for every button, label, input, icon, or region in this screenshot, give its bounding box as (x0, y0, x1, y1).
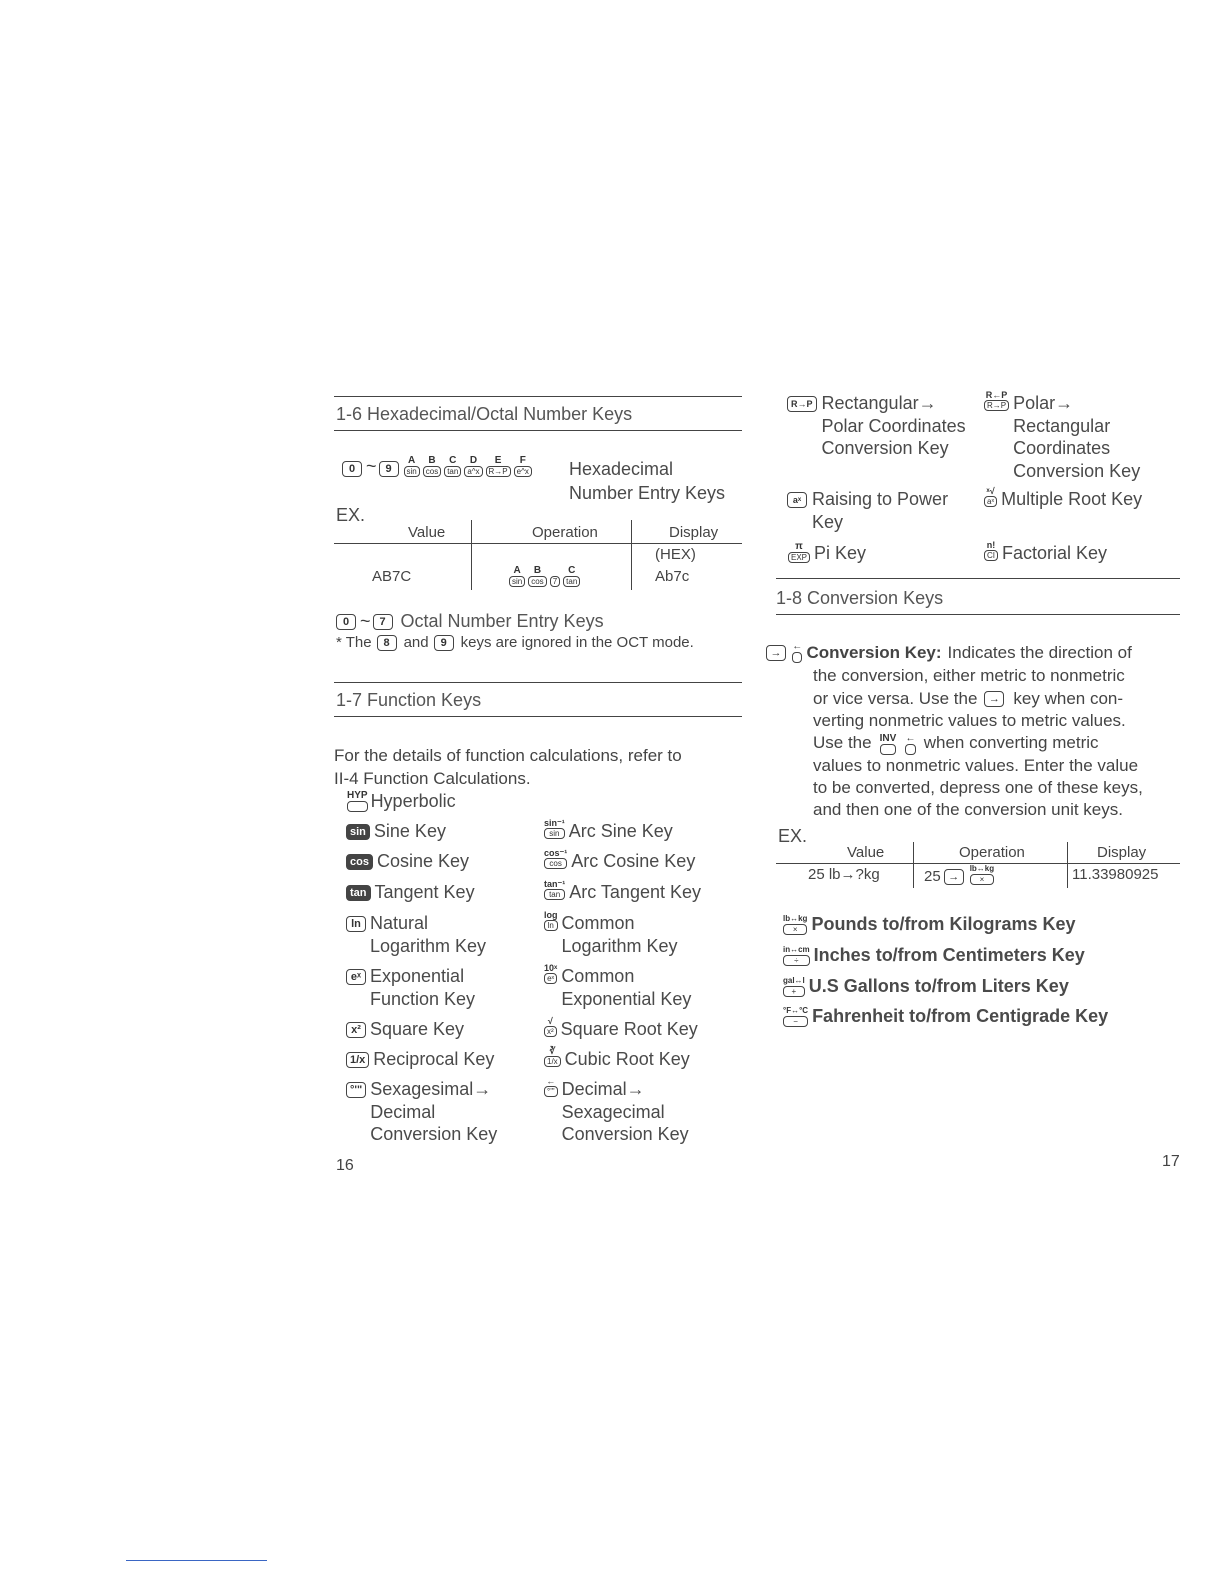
arrow-key: → (766, 645, 786, 661)
operation-key-1-top: B (533, 565, 542, 576)
inverse-function-key-bottom: tan (544, 889, 565, 900)
inverse-arrow-top: ← (905, 732, 916, 744)
inverse-function-key-bottom: °'" (544, 1086, 558, 1097)
octal-desc: Octal Number Entry Keys (400, 611, 604, 631)
function-key-label-line: Sexagesimal→ (370, 1079, 492, 1099)
inverse-function-key-top: √ (547, 1016, 553, 1026)
inverse-function-key-label (569, 820, 673, 843)
function-key-label (377, 850, 469, 873)
inv-key (880, 734, 897, 755)
function-key-3: ln (346, 916, 366, 932)
hex-letter-keys (403, 456, 533, 477)
table-operation (924, 864, 995, 885)
inverse-coordinate-key-label-line: Rectangular (1013, 415, 1111, 436)
unit-key-bottom: × (783, 924, 807, 935)
table-display-mode: (HEX) (655, 546, 696, 563)
unit-key-bottom: + (783, 986, 805, 997)
coordinate-key-label (814, 542, 866, 565)
key-9: 9 (379, 461, 399, 477)
inverse-coordinate-key-label-line: Polar→ (1013, 393, 1074, 413)
hex-key-a (404, 456, 420, 477)
function-key-item (346, 1018, 464, 1041)
note-suffix: keys are ignored in the OCT mode. (460, 634, 694, 651)
inverse-coordinate-key-top: R←P (985, 390, 1008, 400)
key-9: 9 (434, 635, 454, 651)
table-header-value: Value (847, 844, 885, 861)
inverse-function-key-top: tan⁻¹ (544, 879, 566, 889)
unit-key-bottom: − (783, 1016, 808, 1027)
coordinate-key-item (787, 542, 866, 565)
inverse-function-key-top: ← (546, 1076, 556, 1086)
hyperbolic-row (346, 790, 456, 812)
inverse-function-key-4 (544, 963, 557, 984)
inverse-function-key-label-line: Arc Cosine Key (571, 851, 696, 871)
arrow-key: → (944, 869, 964, 885)
hex-key-d (464, 456, 482, 477)
function-key-label-line: Cosine Key (376, 851, 470, 871)
function-key-1: cos (346, 854, 373, 870)
hex-key-c-top: C (449, 455, 457, 466)
inverse-function-key-0 (544, 818, 565, 839)
inverse-function-key-label-line: Exponential Key (561, 988, 692, 1009)
function-key-label-line: Sine Key (373, 821, 446, 841)
inverse-coordinate-key-item (983, 390, 1140, 482)
unit-key-item (782, 976, 1069, 997)
hex-key-e-bottom: R→P (486, 466, 511, 477)
function-key-label-line: Decimal (370, 1101, 436, 1122)
inverse-function-key-label (562, 1078, 689, 1146)
inverse-function-key-item (543, 1046, 690, 1071)
conversion-line-3: key when con- (1013, 689, 1124, 708)
inverse-coordinate-key-0 (984, 390, 1009, 411)
function-key-5: x² (346, 1022, 366, 1038)
inverse-function-key-bottom: cos (544, 858, 567, 869)
inverse-coordinate-key-item (983, 540, 1107, 565)
operation-key-2-bottom: 7 (550, 576, 560, 587)
inverse-function-key-item (543, 1076, 689, 1146)
lb-kg-key (970, 864, 994, 885)
operation-key-2 (550, 576, 560, 587)
inverse-function-key-label-line: Cubic Root Key (564, 1049, 690, 1069)
key-7: 7 (373, 614, 393, 630)
function-key-label (375, 881, 475, 904)
inverse-function-key-top: sin⁻¹ (544, 818, 565, 828)
unit-key-1 (783, 945, 810, 966)
table-header-display: Display (669, 524, 719, 541)
function-key-label-line: Logarithm Key (370, 935, 487, 956)
function-key-label (370, 1078, 497, 1146)
octal-keys-row (336, 611, 604, 632)
page-number-right: 17 (1162, 1153, 1180, 1170)
coordinate-key-label (822, 392, 966, 460)
table-header-operation: Operation (959, 844, 1025, 861)
hyp-key-top: HYP (347, 790, 368, 801)
hex-key-d-top: D (469, 455, 478, 466)
table-header-operation: Operation (532, 524, 598, 541)
inverse-function-key-6 (544, 1046, 561, 1067)
function-key-item (346, 850, 469, 873)
inverse-arrow-top: ← (792, 641, 803, 652)
inverse-coordinate-key-label (1013, 392, 1140, 482)
lb-kg-key-top: lb↔kg (969, 864, 995, 873)
function-key-7: °'" (346, 1082, 366, 1098)
inverse-coordinate-key-bottom: CI (984, 550, 998, 561)
inverse-function-key-bottom: sin (544, 828, 565, 839)
section-title-function-keys: 1-7 Function Keys (336, 690, 482, 710)
unit-key-top: in↔cm (783, 945, 810, 954)
inverse-function-key-label (571, 850, 695, 873)
coordinate-key-1: aˣ (787, 492, 807, 508)
inverse-function-key-label-line: Square Root Key (560, 1019, 698, 1039)
hex-key-e (486, 456, 511, 477)
hex-key-f-bottom: e^x (514, 466, 532, 477)
function-key-2: tan (346, 885, 371, 901)
key-0: 0 (336, 614, 356, 630)
coordinate-key-label-line: Conversion Key (821, 438, 949, 458)
inverse-arrow-bottom (792, 652, 802, 663)
coordinate-key-label-line: Pi Key (814, 543, 867, 563)
inverse-coordinate-key-label (1001, 488, 1142, 511)
inverse-function-key-5 (544, 1016, 557, 1037)
inverse-function-key-label-line: Decimal→ (561, 1079, 645, 1099)
inverse-function-key-label (562, 912, 678, 957)
unit-key-label: U.S Gallons to/from Liters Key (808, 976, 1069, 996)
inverse-function-key-top: cos⁻¹ (544, 848, 568, 858)
hex-keys-row (342, 456, 533, 477)
inverse-arrow-key (905, 734, 915, 755)
pi-key (788, 542, 810, 563)
inverse-function-key-label-line: Sexagecimal (561, 1101, 665, 1122)
unit-key-bottom: ÷ (783, 955, 810, 966)
inverse-function-key-label (565, 1048, 690, 1071)
table-divider-1 (471, 520, 472, 590)
hex-key-d-bottom: a^x (464, 466, 482, 477)
coordinate-key-label-line: Key (812, 511, 844, 532)
conversion-line-0: Indicates the direction of (947, 642, 1132, 662)
range-tilde: ~ (360, 611, 371, 631)
function-key-label (370, 1018, 464, 1041)
conversion-line-2: or vice versa. Use the (813, 689, 978, 708)
inverse-function-key-top: log (544, 910, 558, 920)
inverse-function-key-label-line: Logarithm Key (561, 935, 678, 956)
inverse-function-key-3 (544, 910, 558, 931)
pi-key-bottom: EXP (788, 552, 810, 563)
conversion-line-6: when converting metric (923, 733, 1099, 752)
key-0: 0 (342, 461, 362, 477)
hyp-key-bottom (347, 801, 368, 812)
operation-number: 25 (924, 868, 941, 885)
section-bottom-rule (776, 614, 1180, 615)
table-value: 25 lb→?kg (808, 866, 880, 883)
inverse-arrow-key (792, 642, 802, 663)
coordinate-key-item (787, 488, 948, 533)
function-key-label-line: Reciprocal Key (373, 1049, 495, 1069)
operation-key-3 (563, 566, 580, 587)
table-display: 11.33980925 (1072, 866, 1159, 883)
coordinate-key-label-line: Rectangular→ (821, 393, 937, 413)
inverse-coordinate-key-label (1002, 542, 1107, 565)
conversion-line-2-row (813, 688, 1123, 711)
function-key-label (373, 1048, 494, 1071)
inv-key-bottom (880, 744, 897, 755)
function-key-0: sin (346, 824, 370, 840)
table-divider-2 (631, 520, 632, 590)
section-bottom-rule (334, 430, 742, 431)
operation-key-0-top: A (513, 565, 521, 576)
conversion-line-9: and then one of the conversion unit keys. (813, 800, 1123, 819)
section-top-rule (776, 578, 1180, 579)
inv-key-top: INV (879, 732, 897, 744)
inverse-function-key-item (543, 879, 701, 904)
inverse-function-key-label-line: Arc Sine Key (568, 821, 673, 841)
unit-key-item (782, 914, 1076, 935)
table-header-rule (334, 543, 742, 544)
function-key-label-line: Function Key (370, 988, 476, 1009)
coordinate-key-label (812, 488, 948, 533)
arrow-key: → (984, 691, 1004, 707)
hex-desc-line2: Number Entry Keys (569, 483, 726, 503)
inverse-function-key-2 (544, 879, 565, 900)
inverse-function-key-1 (544, 848, 567, 869)
inverse-function-key-bottom: 1/x (544, 1056, 561, 1067)
unit-key-0 (783, 914, 807, 935)
unit-key-top: °F↔°C (783, 1006, 809, 1015)
inverse-coordinate-key-label-line: Conversion Key (1013, 460, 1141, 481)
conversion-title-row (766, 642, 1132, 663)
table-value: AB7C (372, 568, 412, 585)
table-header-display: Display (1097, 844, 1147, 861)
inverse-function-key-item (543, 1016, 698, 1041)
inverse-function-key-label-line: Common (561, 913, 635, 933)
hex-key-a-bottom: sin (404, 466, 420, 477)
inverse-coordinate-key-1 (984, 486, 997, 507)
intro-line2: II-4 Function Calculations. (334, 769, 531, 788)
conversion-title: Conversion Key: (806, 642, 942, 662)
conversion-line-7: values to nonmetric values. Enter the value (813, 756, 1139, 775)
intro-line1: For the details of function calculations, refer to (334, 746, 682, 765)
inverse-coordinate-key-label-line: Factorial Key (1002, 543, 1108, 563)
coordinate-key-label-line: Raising to Power (812, 489, 949, 509)
function-key-label-line: Conversion Key (370, 1124, 498, 1144)
function-key-item (346, 965, 475, 1010)
unit-key-2 (783, 976, 805, 997)
coordinate-key-0: R→P (787, 396, 817, 412)
pi-key-top: π (795, 541, 803, 552)
inverse-function-key-item (543, 848, 695, 873)
octal-note (336, 634, 694, 651)
table-divider-2 (1067, 842, 1068, 888)
conversion-line-8: to be converted, depress one of these keys, (813, 778, 1143, 797)
note-and: and (403, 634, 429, 651)
lb-kg-key-bottom: × (970, 874, 994, 885)
function-key-item (346, 1078, 497, 1146)
inverse-coordinate-key-2 (984, 540, 998, 561)
page-number-left: 16 (336, 1157, 354, 1174)
table-operation-keys (508, 566, 581, 587)
inverse-function-key-label-line: Conversion Key (561, 1124, 689, 1144)
unit-key-top: lb↔kg (783, 914, 808, 923)
table-display: Ab7c (655, 568, 690, 585)
inverse-function-key-label (561, 965, 691, 1010)
operation-key-3-bottom: tan (563, 576, 580, 587)
hex-key-b-bottom: cos (423, 466, 441, 477)
section-title-hex-octal: 1-6 Hexadecimal/Octal Number Keys (336, 404, 633, 424)
function-key-label-line: Natural (370, 913, 429, 933)
hyp-key (347, 791, 368, 812)
table-header-value: Value (408, 524, 446, 541)
unit-key-top: gal↔l (783, 976, 805, 985)
inverse-coordinate-key-label-line: Multiple Root Key (1001, 489, 1143, 509)
conversion-line-5-row (813, 732, 1099, 755)
operation-key-0-bottom: sin (509, 576, 525, 587)
underline-mark (126, 1560, 267, 1561)
operation-key-1 (528, 566, 546, 587)
conversion-line-5: Use the (813, 733, 872, 752)
unit-key-label: Fahrenheit to/from Centigrade Key (812, 1006, 1109, 1026)
hex-key-e-top: E (494, 455, 502, 466)
inverse-coordinate-key-bottom: R→P (984, 400, 1009, 411)
function-key-label-line: Exponential (370, 966, 465, 986)
unit-key-label: Pounds to/from Kilograms Key (811, 914, 1076, 934)
hex-key-f (514, 456, 532, 477)
inverse-function-key-label-line: Common (561, 966, 635, 986)
conversion-line-4: verting nonmetric values to metric values. (813, 711, 1126, 730)
unit-key-label: Inches to/from Centimeters Key (813, 945, 1085, 965)
function-key-label (370, 912, 486, 957)
hex-key-b (423, 456, 441, 477)
inverse-function-key-bottom: x² (544, 1026, 557, 1037)
function-key-item (346, 912, 486, 957)
inverse-coordinate-key-bottom: aˣ (984, 496, 997, 507)
coordinate-key-item (787, 392, 966, 460)
inverse-function-key-bottom: eˣ (544, 973, 557, 984)
section-bottom-rule (334, 716, 742, 717)
ex-label: EX. (778, 826, 808, 846)
ex-label: EX. (336, 505, 366, 525)
table-divider-1 (913, 842, 914, 888)
inverse-function-key-top: 10ˣ (544, 963, 558, 973)
inverse-coordinate-key-top: ˣ√ (986, 486, 995, 496)
hex-key-f-top: F (519, 455, 526, 466)
inverse-function-key-item (543, 963, 691, 1010)
note-prefix: * The (336, 634, 372, 651)
section-top-rule (334, 396, 742, 397)
hyp-label: Hyperbolic (370, 791, 456, 811)
section-title-conversion: 1-8 Conversion Keys (776, 588, 944, 608)
unit-key-item (782, 1006, 1108, 1027)
inverse-coordinate-key-item (983, 486, 1142, 511)
hex-desc-line1: Hexadecimal (569, 459, 674, 479)
range-tilde: ~ (366, 456, 377, 476)
unit-key-item (782, 945, 1085, 966)
inverse-function-key-label (569, 881, 701, 904)
inverse-function-key-top: ∛ (549, 1046, 556, 1056)
function-key-label-line: Tangent Key (374, 882, 475, 902)
function-key-6: 1/x (346, 1052, 369, 1068)
inverse-arrow-bottom (905, 744, 915, 755)
inverse-function-key-item (543, 818, 673, 843)
hex-key-b-top: B (428, 455, 436, 466)
conversion-line-1: the conversion, either metric to nonmetric (813, 666, 1125, 685)
inverse-function-key-item (543, 910, 678, 957)
function-key-label (370, 965, 475, 1010)
key-8: 8 (377, 635, 397, 651)
inverse-coordinate-key-label-line: Coordinates (1013, 438, 1111, 458)
operation-key-3-top: C (568, 565, 576, 576)
unit-key-3 (783, 1006, 808, 1027)
function-key-label-line: Square Key (370, 1019, 465, 1039)
inverse-function-key-bottom: ln (544, 920, 558, 931)
function-key-4: eˣ (346, 969, 366, 985)
hex-key-c (444, 456, 461, 477)
inverse-function-key-label (561, 1018, 698, 1041)
section-top-rule (334, 682, 742, 683)
operation-key-1-bottom: cos (528, 576, 546, 587)
function-key-label (374, 820, 446, 843)
function-key-item (346, 1048, 494, 1071)
operation-key-0 (509, 566, 525, 587)
inverse-coordinate-key-top: n! (986, 540, 996, 550)
function-key-item (346, 820, 446, 843)
inverse-function-key-label-line: Arc Tangent Key (569, 882, 701, 902)
hex-key-a-top: A (408, 455, 416, 466)
function-key-item (346, 881, 475, 904)
inverse-function-key-7 (544, 1076, 558, 1097)
coordinate-key-label-line: Polar Coordinates (821, 415, 966, 436)
hex-key-c-bottom: tan (444, 466, 461, 477)
